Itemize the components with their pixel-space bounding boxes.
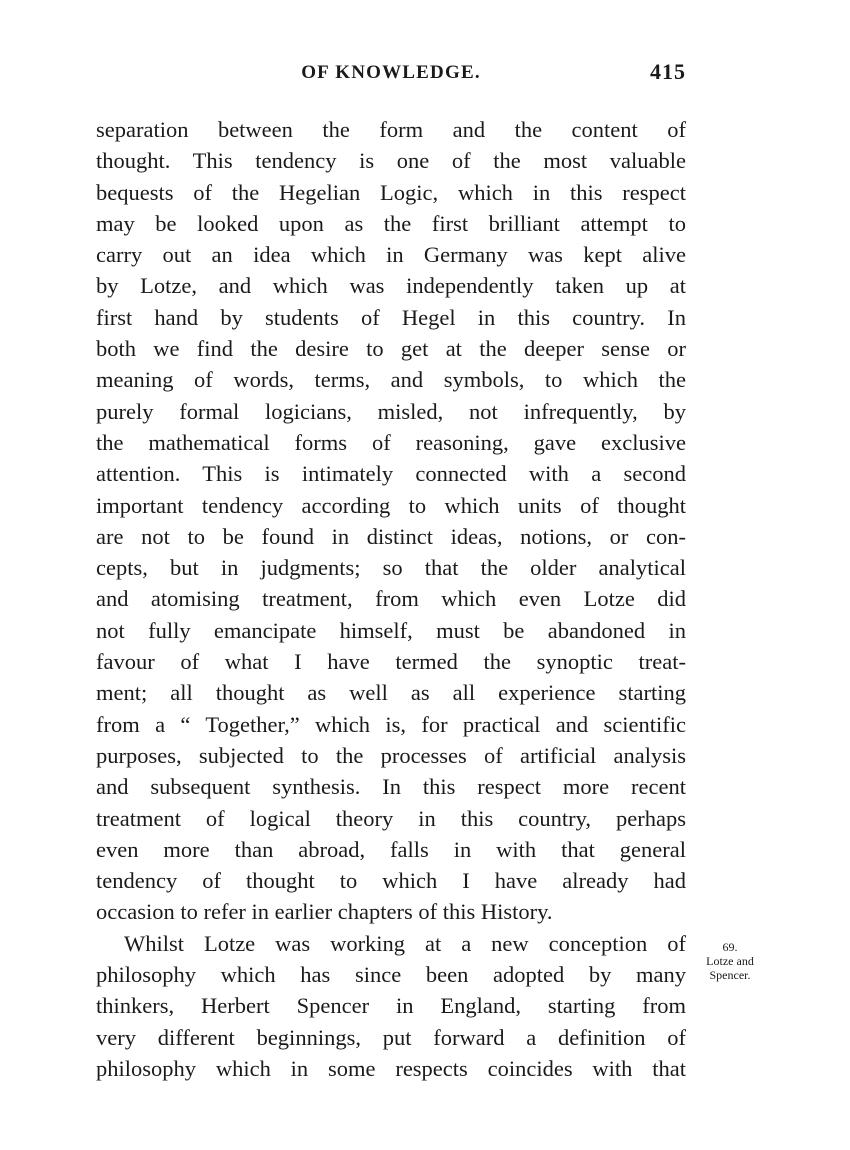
body-text	[96, 114, 686, 1084]
text-line: thought. This tendency is one of the most valuable	[96, 148, 686, 174]
text-line: tendency of thought to which I have already had	[96, 868, 686, 894]
margin-note	[692, 940, 768, 982]
text-line: by Lotze, and which was independently taken up at	[96, 273, 686, 299]
text-line: purely formal logicians, misled, not infrequently, by	[96, 398, 686, 424]
text-line: bequests of the Hegelian Logic, which in this respect	[96, 179, 686, 205]
text-line: and atomising treatment, from which even Lotze did	[96, 586, 686, 612]
text-line: philosophy which has since been adopted by many	[96, 962, 686, 988]
text-line: are not to be found in distinct ideas, notions, or con-	[96, 523, 686, 549]
text-line: even more than abroad, falls in with that general	[96, 836, 686, 862]
text-line: purposes, subjected to the processes of artificial analysis	[96, 742, 686, 768]
margin-note-number: 69.	[722, 940, 738, 954]
running-title: OF KNOWLEDGE.	[301, 62, 481, 83]
text-line: may be looked upon as the first brilliant attempt to	[96, 210, 686, 236]
text-line: treatment of logical theory in this country, perhaps	[96, 805, 686, 831]
text-line: both we find the desire to get at the deeper sense or	[96, 336, 686, 362]
text-line: from a “ Together,” which is, for practical and scientific	[96, 711, 686, 737]
text-line: cepts, but in judgments; so that the older analytical	[96, 555, 686, 581]
text-line: very different beginnings, put forward a definition of	[96, 1024, 686, 1050]
page-number: 415	[650, 59, 686, 84]
text-line: thinkers, Herbert Spencer in England, starting from	[96, 993, 686, 1019]
page-header	[96, 59, 686, 92]
text-line: carry out an idea which in Germany was kept alive	[96, 242, 686, 268]
text-line: Whilst Lotze was working at a new conception of	[124, 930, 686, 956]
text-line: not fully emancipate himself, must be abandoned in	[96, 617, 686, 643]
text-line: favour of what I have termed the synoptic treat-	[96, 649, 686, 675]
text-line: meaning of words, terms, and symbols, to which the	[96, 367, 686, 393]
text-line: philosophy which in some respects coincides with that	[96, 1055, 686, 1081]
text-line: separation between the form and the content of	[96, 117, 686, 142]
text-line: and subsequent synthesis. In this respect more recent	[96, 774, 686, 800]
text-line: ment; all thought as well as all experience starting	[96, 680, 686, 706]
text-line: attention. This is intimately connected with a second	[96, 461, 686, 487]
text-line: the mathematical forms of reasoning, gave exclusive	[96, 429, 686, 455]
text-line: important tendency according to which units of thought	[96, 492, 686, 518]
text-line: occasion to refer in earlier chapters of this History.	[96, 899, 553, 925]
text-line: first hand by students of Hegel in this country. In	[96, 304, 686, 330]
margin-note-text: Lotze and Spencer.	[706, 954, 754, 982]
